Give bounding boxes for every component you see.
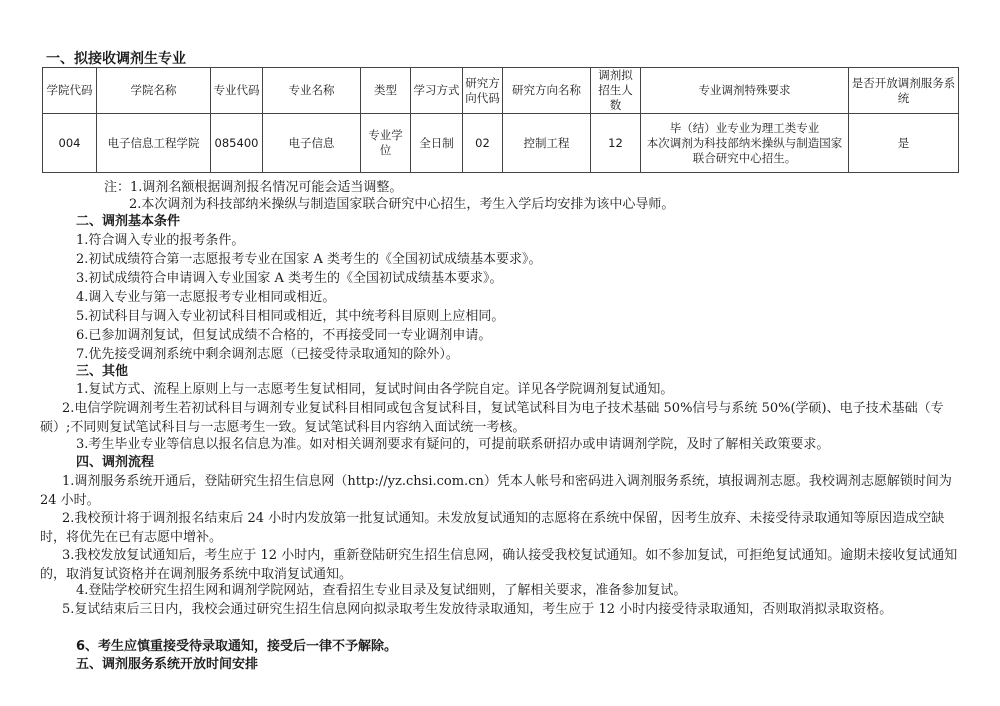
- cell-college-code: 004: [43, 114, 97, 173]
- th-direction-code: 研究方向代码: [463, 68, 503, 114]
- table-row: [43, 114, 959, 173]
- other-item-3: 3.考生毕业专业等信息以报名信息为准。如对相关调剂要求有疑问的，可提前联系研招办或申请调剂学院，及时了解相关政策要求。: [76, 437, 830, 452]
- cell-college-name: 电子信息工程学院: [97, 114, 211, 173]
- cell-requirement: [641, 114, 849, 173]
- condition-5: 5.初试科目与调入专业初试科目相同或相近，其中统考科目原则上应相同。: [76, 309, 505, 324]
- flow-item-3: 3.我校发放复试通知后，考生应于 12 小时内，重新登陆研究生招生信息网，确认接受我校复试通知。如不参加复试，可拒绝复试通知。逾期未接收复试通知的，取消复试资格并在调剂服务系统中取消复试通知。: [40, 548, 958, 582]
- flow-item-4: 4.登陆学校研究生招生网和调剂学院网站，查看招生专业目录及复试细则，了解相关要求，准备参加复试。: [76, 583, 687, 598]
- requirement-line-2: 本次调剂为科技部纳米操纵与制造国家联合研究中心招生。: [646, 135, 843, 165]
- th-type: 类型: [361, 68, 411, 114]
- th-quota: 调剂拟招生人数: [591, 68, 641, 114]
- other-item-1: 1.复试方式、流程上原则上与一志愿考生复试相同，复试时间由各学院自定。详见各学院调剂复试通知。: [76, 382, 674, 397]
- th-major-code: 专业代码: [211, 68, 263, 114]
- flow-item-1: 1.调剂服务系统开通后，登陆研究生招生信息网（http://yz.chsi.com.cn）凭本人帐号和密码进入调剂服务系统，填报调剂志愿。我校调剂志愿解锁时间为 24 小时。: [40, 474, 952, 508]
- th-requirement: 专业调剂特殊要求: [641, 68, 849, 114]
- condition-3: 3.初试成绩符合申请调入专业国家 A 类考生的《全国初试成绩基本要求》。: [76, 271, 503, 286]
- flow-item-2: 2.我校预计将于调剂报名结束后 24 小时内发放第一批复试通知。未发放复试通知的志愿将在系统中保留，因考生放弃、未接受待录取通知等原因造成空缺时，将优先在已有志愿中增补。: [40, 511, 945, 545]
- adjustment-table: [42, 67, 959, 173]
- requirement-line-1: 毕（结）业专业为理工类专业: [669, 120, 820, 135]
- section-3-title: 三、其他: [76, 364, 129, 379]
- cell-study-mode: 全日制: [411, 114, 463, 173]
- cell-major-code: 085400: [211, 114, 263, 173]
- th-major-name: 专业名称: [263, 68, 361, 114]
- th-open: 是否开放调剂服务系统: [849, 68, 959, 114]
- section-5-title: 五、调剂服务系统开放时间安排: [76, 657, 259, 672]
- condition-2: 2.初试成绩符合第一志愿报考专业在国家 A 类考生的《全国初试成绩基本要求》。: [76, 252, 542, 267]
- cell-direction-name: 控制工程: [503, 114, 591, 173]
- note-2: 2.本次调剂为科技部纳米操纵与制造国家联合研究中心招生，考生入学后均安排为该中心导师。: [129, 197, 675, 212]
- condition-6: 6.已参加调剂复试，但复试成绩不合格的，不再接受同一专业调剂申请。: [76, 328, 492, 343]
- th-direction-name: 研究方向名称: [503, 68, 591, 114]
- cell-direction-code: 02: [463, 114, 503, 173]
- cell-type: 专业学位: [361, 114, 411, 173]
- table-header-row: [43, 68, 959, 114]
- condition-4: 4.调入专业与第一志愿报考专业相同或相近。: [76, 290, 336, 305]
- section-4-title: 四、调剂流程: [76, 455, 155, 470]
- note-1: 注：1.调剂名额根据调剂报名情况可能会适当调整。: [104, 180, 403, 195]
- section-6-title: 6、考生应慎重接受待录取通知，接受后一律不予解除。: [76, 639, 398, 654]
- section-1-title: 一、拟接收调剂生专业: [46, 51, 186, 67]
- th-study-mode: 学习方式: [411, 68, 463, 114]
- other-item-2: 2.电信学院调剂考生若初试科目与调剂专业复试科目相同或包含复试科目，复试笔试科目为电子技术基础 50%信号与系统 50%(学硕)、电子技术基础（专硕）;不同则复试笔试科目与一志愿考生一致。复试笔试科目内容纳入面试统一考核。: [40, 401, 944, 435]
- condition-7: 7.优先接受调剂系统中剩余调剂志愿（已接受待录取通知的除外）。: [76, 347, 459, 362]
- condition-1: 1.符合调入专业的报考条件。: [76, 233, 245, 248]
- cell-open: 是: [849, 114, 959, 173]
- cell-major-name: 电子信息: [263, 114, 361, 173]
- section-2-title: 二、调剂基本条件: [76, 214, 181, 229]
- th-college-code: 学院代码: [43, 68, 97, 114]
- th-college-name: 学院名称: [97, 68, 211, 114]
- cell-quota: 12: [591, 114, 641, 173]
- flow-item-5: 5.复试结束后三日内，我校会通过研究生招生信息网向拟录取考生发放待录取通知，考生应于 12 小时内接受待录取通知，否则取消拟录取资格。: [62, 602, 893, 617]
